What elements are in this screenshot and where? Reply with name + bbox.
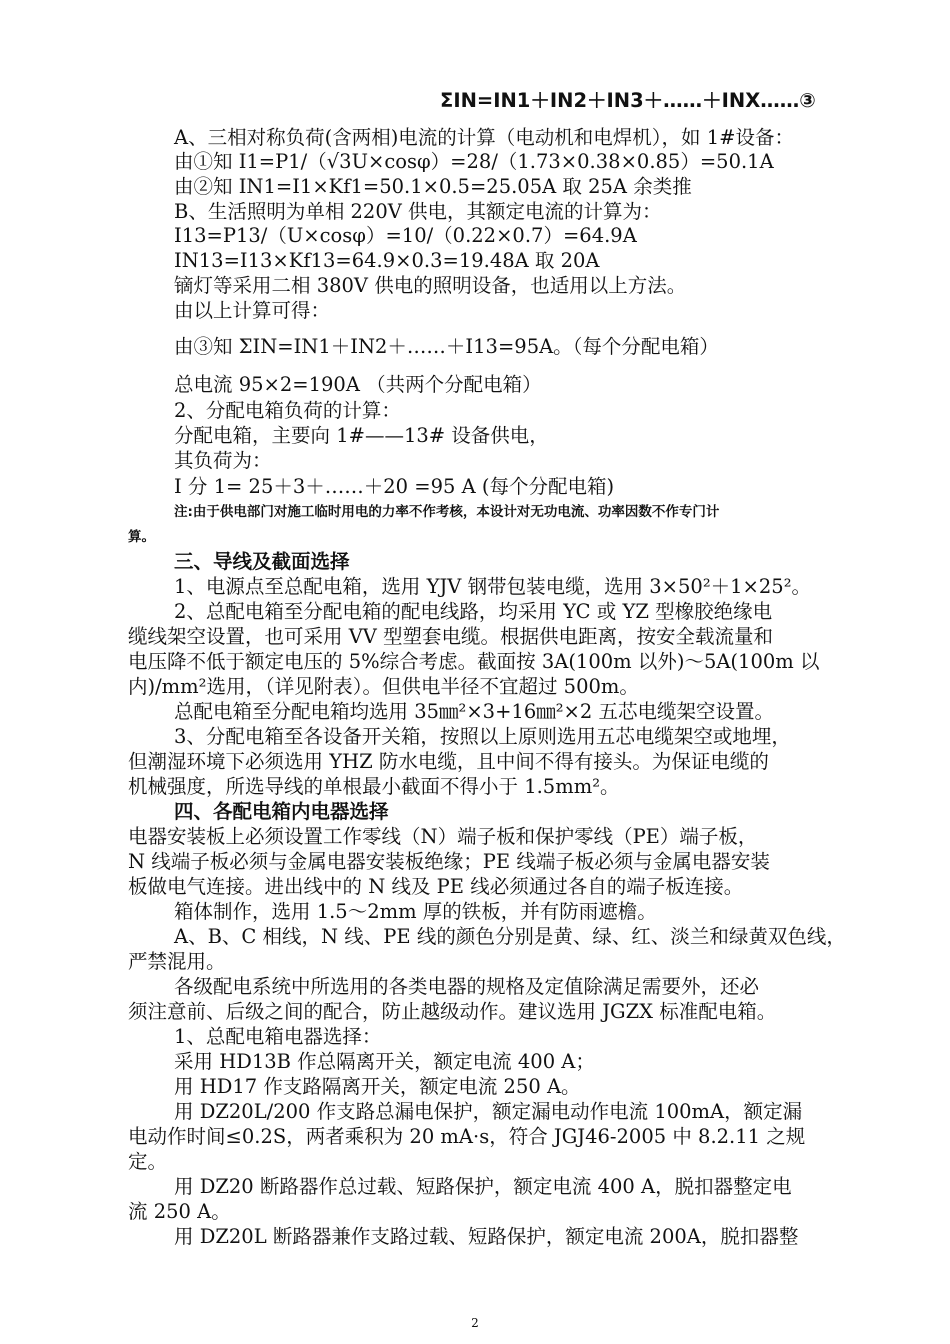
text-line: 2、总配电箱至分配电箱的配电线路，均采用 YC 或 YZ 型橡胶绝缘电 (174, 600, 773, 623)
text-line: 箱体制作，选用 1.5～2mm 厚的铁板，并有防雨遮檐。 (174, 900, 657, 923)
text-line: 采用 HD13B 作总隔离开关，额定电流 400 A； (174, 1050, 595, 1073)
text-line: 由③知 ΣIN=IN1＋IN2＋……＋I13=95A。（每个分配电箱） (174, 335, 719, 358)
text-line: 用 DZ20L/200 作支路总漏电保护，额定漏电动作电流 100mA，额定漏 (174, 1100, 803, 1123)
text-line: 板做电气连接。进出线中的 N 线及 PE 线必须通过各自的端子板连接。 (128, 875, 744, 898)
text-line: I 分 1= 25＋3＋……＋20 =95 A (每个分配电箱) (174, 475, 615, 498)
text-line: 1、总配电箱电器选择： (174, 1025, 382, 1048)
text-line: 用 DZ20L 断路器兼作支路过载、短路保护，额定电流 200A，脱扣器整 (174, 1225, 799, 1248)
text-line: 由①知 I1=P1/（√3U×cosφ）=28/（1.73×0.38×0.85）=50.1A (174, 150, 774, 173)
text-line: ΣIN=IN1＋IN2＋IN3＋……＋INX……③ (440, 89, 816, 112)
text-line: 1、电源点至总配电箱，选用 YJV 钢带包装电缆，选用 3×50²＋1×25²。 (174, 575, 812, 598)
text-line: B、生活照明为单相 220V 供电，其额定电流的计算为： (174, 200, 662, 223)
text-line: 镝灯等采用二相 380V 供电的照明设备，也适用以上方法。 (174, 274, 687, 297)
text-line: 用 DZ20 断路器作总过载、短路保护，额定电流 400 A，脱扣器整定电 (174, 1175, 792, 1198)
text-line: 用 HD17 作支路隔离开关，额定电流 250 A。 (174, 1075, 581, 1098)
text-line: 电器安装板上必须设置工作零线（N）端子板和保护零线（PE）端子板， (128, 825, 758, 848)
text-line: 流 250 A。 (128, 1200, 231, 1223)
text-line: 总电流 95×2=190A （共两个分配电箱） (174, 373, 542, 396)
text-line: 机械强度，所选导线的单根最小截面不得小于 1.5mm²。 (128, 775, 620, 798)
text-line: 其负荷为： (174, 449, 272, 472)
text-line: 3、分配电箱至各设备开关箱，按照以上原则选用五芯电缆架空或地埋， (174, 725, 791, 748)
text-line: 由②知 IN1=I1×Kf1=50.1×0.5=25.05A 取 25A 余类推 (174, 175, 692, 198)
text-line: 注:由于供电部门对施工临时用电的力率不作考核，本设计对无功电流、功率因数不作专门计 (174, 504, 720, 520)
text-line: 但潮湿环境下必须选用 YHZ 防水电缆，且中间不得有接头。为保证电缆的 (128, 750, 769, 773)
text-line: 电压降不低于额定电压的 5%综合考虑。截面按 3A(100m 以外)～5A(100m 以 (128, 650, 820, 673)
text-line: 四、各配电箱内电器选择 (174, 800, 389, 823)
text-line: I13=P13/（U×cosφ）=10/（0.22×0.7）=64.9A (174, 224, 637, 247)
text-line: 定。 (128, 1150, 168, 1173)
text-line: 2、分配电箱负荷的计算： (174, 399, 401, 422)
text-line: A、三相对称负荷(含两相)电流的计算（电动机和电焊机），如 1#设备： (174, 126, 794, 149)
text-line: 总配电箱至分配电箱均选用 35㎜²×3+16㎜²×2 五芯电缆架空设置。 (174, 700, 774, 723)
text-line: 三、导线及截面选择 (174, 550, 350, 573)
text-line: 由以上计算可得： (174, 299, 331, 322)
page-number: 2 (471, 1316, 479, 1330)
text-line: IN13=I13×Kf13=64.9×0.3=19.48A 取 20A (174, 249, 600, 272)
text-line: 电动作时间≤0.2S，两者乘积为 20 mA·s，符合 JGJ46-2005 中 8.2.11 之规 (128, 1125, 806, 1148)
text-line: 须注意前、后级之间的配合，防止越级动作。建议选用 JGZX 标准配电箱。 (128, 1000, 777, 1023)
text-line: 严禁混用。 (128, 950, 226, 973)
text-line: 分配电箱，主要向 1#——13# 设备供电， (174, 424, 549, 447)
text-line: A、B、C 相线，N 线、PE 线的颜色分别是黄、绿、红、淡兰和绿黄双色线， (174, 925, 846, 948)
text-line: 内)/mm²选用，（详见附表）。但供电半径不宜超过 500m。 (128, 675, 639, 698)
text-line: 各级配电系统中所选用的各类电器的规格及定值除满足需要外，还必 (174, 975, 760, 998)
text-line: 算。 (128, 529, 155, 545)
text-line: 缆线架空设置，也可采用 VV 型塑套电缆。根据供电距离，按安全载流量和 (128, 625, 774, 648)
text-line: N 线端子板必须与金属电器安装板绝缘；PE 线端子板必须与金属电器安装 (128, 850, 770, 873)
